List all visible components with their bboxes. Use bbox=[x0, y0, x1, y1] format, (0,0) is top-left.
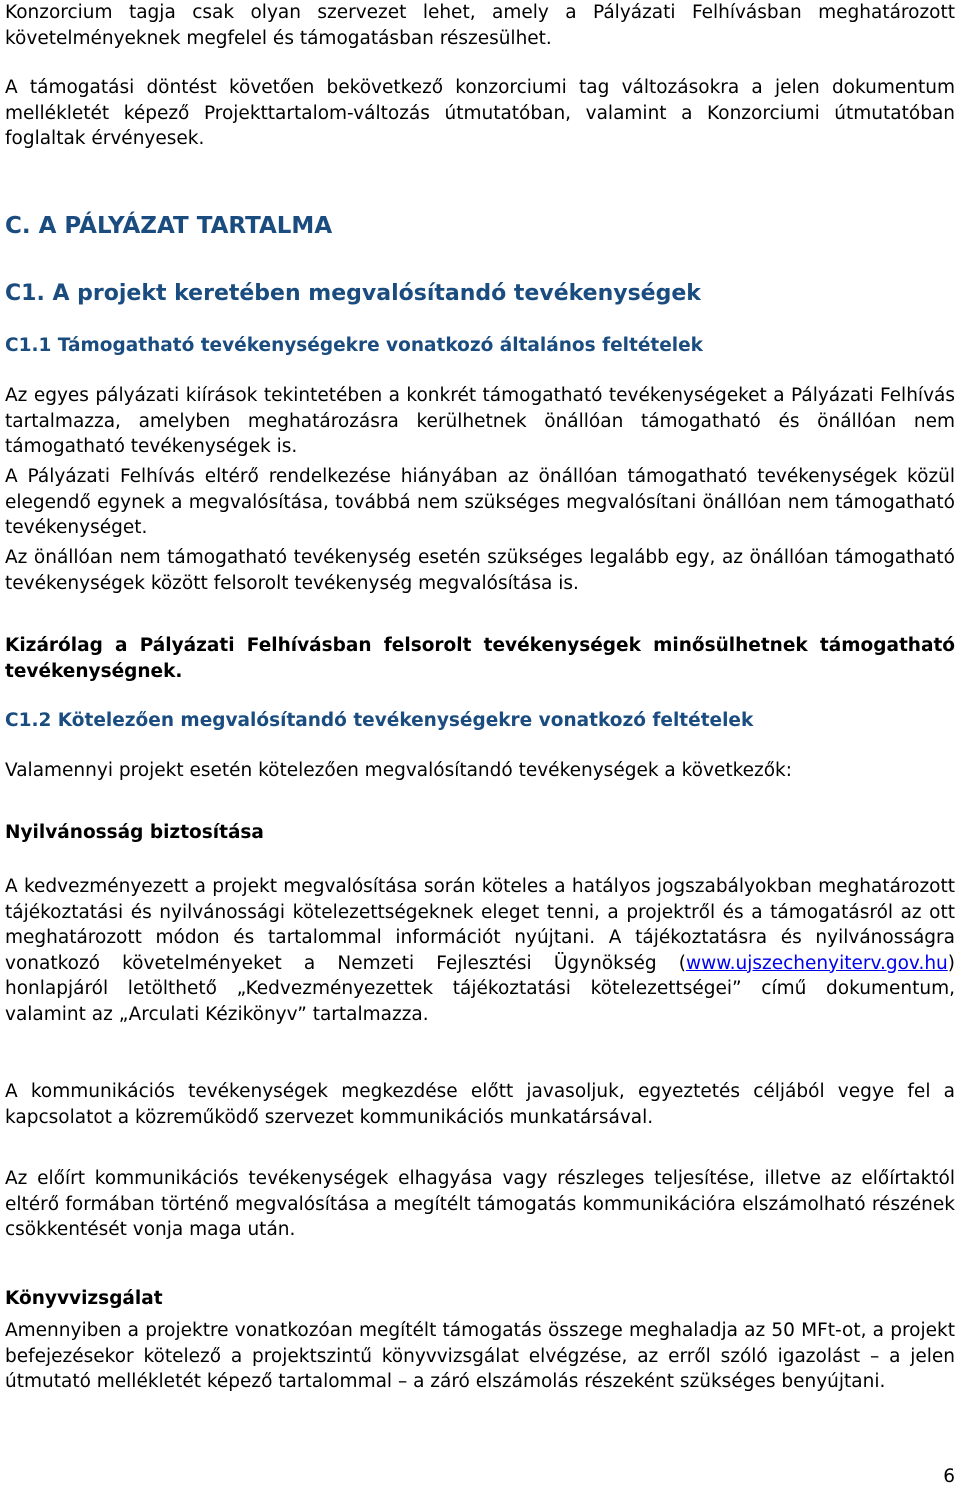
intro-paragraph-1: Konzorcium tagja csak olyan szervezet lehet, amely a Pályázati Felhívásban meghatározott követelményeknek megfelel és támogatásban részesülhet. bbox=[5, 2, 955, 49]
c11-paragraph-3: Az önállóan nem támogatható tevékenység esetén szükséges legalább egy, az önállóan támogatható tevékenységek között felsorolt tevékenység megvalósítása is. bbox=[5, 547, 955, 594]
publicity-paragraph-2: A kommunikációs tevékenységek megkezdése előtt javasoljuk, egyeztetés céljából vegye fel a kapcsolatot a közreműködő szervezet kommunikációs munkatársával. bbox=[5, 1081, 955, 1128]
intro-paragraph-2: A támogatási döntést követően bekövetkező konzorciumi tag változásokra a jelen dokumentum mellékletét képező Projekttartalom-változás útmutatóban, valamint a Konzorciumi útmutatóban foglaltak érvényesek. bbox=[5, 77, 955, 149]
section-c11-title: C1.1 Támogatható tevékenységekre vonatkozó általános feltételek bbox=[5, 335, 703, 356]
c12-intro: Valamennyi projekt esetén kötelezően megvalósítandó tevékenységek a következők: bbox=[5, 760, 792, 781]
c11-bold-note: Kizárólag a Pályázati Felhívásban felsorolt tevékenységek minősülhetnek támogatható tevékenységnek. bbox=[5, 635, 955, 682]
publicity-text-after-link: ) honlapjáról letölthető „Kedvezményezettek tájékoztatási kötelezettségei” című dokumentum, valamint az „Arculati Kézikönyv” tartalmazza. bbox=[5, 952, 955, 1025]
c11-paragraph-2: A Pályázati Felhívás eltérő rendelkezése hiányában az önállóan támogatható tevékenységek közül elegendő egynek a megvalósítása, továbbá nem szükséges megvalósítani önállóan nem támogatható tevékenységet. bbox=[5, 466, 955, 538]
c11-paragraph-1: Az egyes pályázati kiírások tekintetében a konkrét támogatható tevékenységeket a Pályázati Felhívás tartalmazza, amelyben meghatározásra kerülhetnek önállóan támogatható és önállóan nem támogatható tevékenységek is. bbox=[5, 385, 955, 457]
page-number: 6 bbox=[943, 1466, 955, 1487]
audit-paragraph: Amennyiben a projektre vonatkozóan megítélt támogatás összege meghaladja az 50 MFt-ot, a projekt befejezésekor kötelező a projektszintű könyvvizsgálat elvégzése, az erről szóló igazolást – a jelen útmutató mellékletét képező tartalommal – a záró elszámolás részeként szükséges benyújtani. bbox=[5, 1320, 955, 1392]
ujszechenyiterv-link[interactable]: www.ujszechenyiterv.gov.hu bbox=[685, 952, 948, 974]
publicity-paragraph-1 bbox=[5, 874, 955, 1027]
publicity-heading: Nyilvánosság biztosítása bbox=[5, 822, 264, 843]
publicity-text-before-link: A kedvezményezett a projekt megvalósítása során köteles a hatályos jogszabályokban meghatározott tájékoztatási és nyilvánossági kötelezettségeknek eleget tenni, a projektről és a támogatásról az ott meghatározott módon és tartalommal információt nyújtani. A tájékoztatásra és nyilvánosságra vonatkozó követelményeket a Nemzeti Fejlesztési Ügynökség ( bbox=[5, 876, 955, 974]
audit-heading: Könyvvizsgálat bbox=[5, 1288, 163, 1309]
publicity-paragraph-3: Az előírt kommunikációs tevékenységek elhagyása vagy részleges teljesítése, illetve az előírtaktól eltérő formában történő megvalósítása a megítélt támogatás kommunikációra elszámolható részének csökkentését vonja maga után. bbox=[5, 1168, 955, 1240]
section-c-title: C. A PÁLYÁZAT TARTALMA bbox=[5, 213, 333, 239]
section-c1-title: C1. A projekt keretében megvalósítandó tevékenységek bbox=[5, 281, 701, 306]
section-c12-title: C1.2 Kötelezően megvalósítandó tevékenységekre vonatkozó feltételek bbox=[5, 710, 754, 731]
